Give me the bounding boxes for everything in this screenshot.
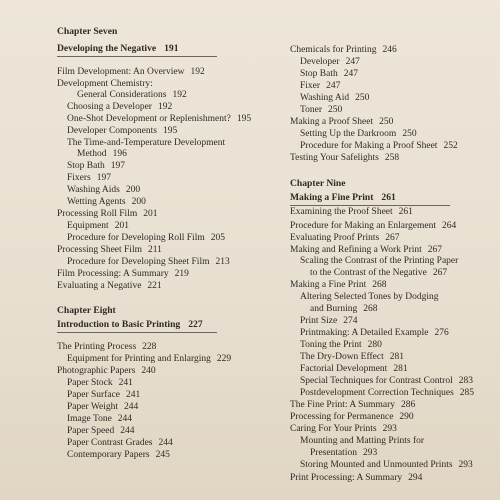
entry-title: Washing Aid	[300, 93, 350, 103]
toc-entry	[67, 185, 140, 196]
toc-entry	[67, 126, 177, 137]
entry-title: Printmaking: A Detailed Example	[300, 328, 429, 338]
entry-title: The Fine Print: A Summary	[290, 400, 396, 410]
entry-title: Factorial Development	[300, 364, 388, 374]
toc-entry	[300, 352, 404, 363]
entry-title: Evaluating a Negative	[57, 281, 142, 291]
toc-entry	[67, 402, 138, 413]
entry-title: Special Techniques for Contrast Control	[300, 376, 453, 386]
toc-entry	[300, 376, 473, 387]
page-number: 267	[427, 245, 443, 255]
toc-entry	[57, 269, 189, 280]
entry-title: Chapter Eight	[57, 305, 116, 316]
toc-entry	[310, 268, 447, 279]
entry-title: Chapter Seven	[57, 26, 118, 37]
chapter-divider	[57, 332, 217, 333]
chapter-label	[57, 26, 117, 37]
entry-title: Paper Surface	[67, 390, 121, 400]
entry-title: Film Development: An Overview	[57, 67, 185, 77]
entry-title: Paper Stock	[67, 378, 113, 388]
entry-title: The Dry-Down Effect	[300, 352, 384, 362]
entry-title: to the Contrast of the Negative	[310, 268, 427, 278]
toc-entry	[300, 316, 357, 327]
entry-title: Photographic Papers	[57, 366, 136, 376]
page-number: 197	[96, 173, 111, 183]
entry-title: Processing Roll Film	[57, 209, 138, 219]
toc-entry	[57, 67, 205, 78]
toc-entry	[300, 256, 458, 267]
entry-title: Procedure for Making an Enlargement	[290, 221, 436, 231]
toc-entry	[290, 221, 456, 232]
chapter-label	[290, 178, 346, 189]
page-number: 293	[458, 460, 473, 470]
page-number: 192	[157, 102, 173, 112]
chapter-label	[57, 305, 116, 316]
chapter-divider	[57, 56, 217, 57]
entry-title: Choosing a Developer	[67, 102, 152, 112]
entry-title: Scaling the Contrast of the Printing Paper	[300, 256, 459, 266]
toc-entry	[77, 149, 127, 160]
page-number: 268	[372, 280, 387, 290]
page-number: 241	[118, 378, 133, 388]
page-number: 196	[112, 149, 127, 159]
toc-entry	[67, 138, 225, 149]
entry-title: and Burning	[310, 304, 358, 314]
entry-title: Caring For Your Prints	[290, 424, 377, 434]
page-number: 274	[343, 316, 358, 326]
entry-title: Processing Sheet Film	[57, 245, 142, 255]
page-number: 293	[382, 424, 397, 434]
entry-title: Equipment	[67, 221, 109, 231]
entry-title: Developer	[300, 57, 340, 67]
entry-title: Making a Fine Print	[290, 192, 374, 203]
entry-title: Postdevelopment Correction Techniques	[300, 388, 454, 398]
page-number: 219	[174, 269, 189, 279]
entry-title: Equipment for Printing and Enlarging	[67, 354, 211, 364]
toc-entry	[57, 209, 157, 220]
page-number: 245	[155, 450, 170, 460]
toc-entry	[300, 141, 458, 152]
toc-entry	[310, 448, 377, 459]
page-number: 228	[142, 342, 157, 352]
entry-title: Film Processing: A Summary	[57, 269, 169, 279]
toc-entry	[57, 281, 162, 292]
entry-title: Method	[77, 149, 107, 159]
entry-title: Making and Refining a Work Print	[290, 245, 422, 255]
page-number: 290	[399, 412, 414, 422]
page-number: 285	[459, 388, 475, 398]
page-number: 192	[172, 90, 187, 100]
entry-title: Fixers	[67, 173, 91, 183]
toc-entry	[290, 233, 399, 244]
toc-entry	[300, 328, 449, 339]
page-number: 286	[401, 400, 416, 410]
page-number: 244	[158, 438, 173, 448]
page-number: 244	[120, 426, 135, 436]
entry-title: Making a Fine Print	[290, 280, 367, 290]
toc-entry	[290, 280, 387, 291]
entry-title: Development Chemistry:	[57, 79, 153, 89]
toc-entry	[67, 161, 125, 172]
toc-entry	[300, 364, 408, 375]
toc-entry	[300, 93, 369, 104]
page-number: 195	[236, 114, 252, 124]
entry-title: Altering Selected Tones by Dodging	[300, 292, 439, 302]
toc-entry	[310, 304, 377, 315]
toc-entry	[57, 342, 156, 353]
chapter-title	[290, 192, 396, 203]
entry-title: Procedure for Developing Sheet Film	[67, 257, 210, 267]
toc-entry	[300, 340, 382, 351]
entry-title: Developing the Negative	[57, 43, 157, 54]
chapter-title	[57, 43, 179, 54]
toc-entry	[300, 460, 473, 471]
toc-entry	[290, 45, 397, 56]
entry-title: Contemporary Papers	[67, 450, 150, 460]
entry-title: Fixer	[300, 81, 321, 91]
page-number: 213	[215, 257, 230, 267]
page-number: 283	[458, 376, 473, 386]
toc-entry	[290, 473, 422, 484]
entry-title: Paper Contrast Grades	[67, 438, 153, 448]
toc-entry	[67, 426, 134, 437]
page-number: 247	[343, 69, 358, 79]
toc-entry	[67, 414, 132, 425]
page-number: 205	[210, 233, 225, 243]
toc-entry	[300, 81, 340, 92]
page-number: 267	[432, 268, 448, 278]
toc-entry	[290, 153, 399, 164]
page-number: 211	[147, 245, 162, 255]
page-number: 244	[117, 414, 133, 424]
page-number: 247	[326, 81, 341, 91]
entry-title: Print Size	[300, 316, 338, 326]
entry-title: Chapter Nine	[290, 178, 346, 189]
toc-entry	[77, 90, 187, 101]
chapter-divider	[290, 205, 450, 206]
page-number: 191	[164, 43, 179, 54]
toc-entry	[290, 207, 413, 218]
entry-title: Print Processing: A Summary	[290, 473, 403, 483]
entry-title: General Considerations	[77, 90, 167, 100]
entry-title: Paper Speed	[67, 426, 115, 436]
page-number: 261	[398, 207, 413, 217]
entry-title: Stop Bath	[300, 69, 338, 79]
toc-entry	[290, 424, 397, 435]
entry-title: The Time-and-Temperature Development	[67, 138, 226, 148]
entry-title: Image Tone	[67, 414, 112, 424]
entry-title: Processing for Permanence	[290, 412, 394, 422]
page-number: 264	[441, 221, 457, 231]
toc-entry	[300, 57, 360, 68]
page-number: 261	[381, 192, 396, 203]
page-number: 197	[110, 161, 125, 171]
entry-title: Washing Aids	[67, 185, 120, 195]
chapter-title	[57, 319, 203, 330]
toc-entry	[300, 292, 438, 303]
toc-entry	[57, 79, 153, 90]
toc-entry	[67, 438, 173, 449]
page-number: 200	[125, 185, 141, 195]
toc-entry	[290, 412, 414, 423]
page-number: 280	[367, 340, 382, 350]
entry-title: Procedure for Developing Roll Film	[67, 233, 205, 243]
page-number: 258	[384, 153, 400, 163]
entry-title: Procedure for Making a Proof Sheet	[300, 141, 438, 151]
entry-title: Presentation	[310, 448, 357, 458]
toc-entry	[67, 221, 129, 232]
page-number: 268	[363, 304, 378, 314]
toc-entry	[67, 233, 225, 244]
page-number: 192	[190, 67, 205, 77]
entry-title: Paper Weight	[67, 402, 119, 412]
entry-title: Mounting and Matting Prints for	[300, 436, 425, 446]
toc-entry	[300, 129, 417, 140]
entry-title: Making a Proof Sheet	[290, 117, 374, 127]
page-number: 267	[385, 233, 400, 243]
toc-entry	[290, 117, 393, 128]
page-number: 229	[216, 354, 232, 364]
toc-entry	[300, 388, 474, 399]
entry-title: Toner	[300, 105, 323, 115]
page-number: 246	[382, 45, 397, 55]
toc-entry	[300, 436, 424, 447]
entry-title: The Printing Process	[57, 342, 137, 352]
page-number: 221	[147, 281, 162, 291]
toc-entry	[67, 114, 251, 125]
entry-title: Wetting Agents	[67, 197, 126, 207]
page-number: 250	[379, 117, 394, 127]
page-number: 250	[355, 93, 370, 103]
toc-entry	[300, 69, 358, 80]
entry-title: Chemicals for Printing	[290, 45, 377, 55]
toc-entry	[67, 102, 172, 113]
toc-entry	[67, 173, 111, 184]
entry-title: Toning the Print	[300, 340, 362, 350]
entry-title: Testing Your Safelights	[290, 153, 379, 163]
toc-entry	[67, 257, 230, 268]
entry-title: Examining the Proof Sheet	[290, 207, 393, 217]
page-number: 200	[131, 197, 146, 207]
toc-entry	[67, 390, 140, 401]
page-number: 294	[408, 473, 423, 483]
toc-entry	[290, 400, 415, 411]
entry-title: Developer Components	[67, 126, 157, 136]
page-number: 227	[188, 319, 203, 330]
entry-title: Stop Bath	[67, 161, 105, 171]
toc-entry	[57, 245, 162, 256]
entry-title: One-Shot Development or Replenishment?	[67, 114, 231, 124]
toc-entry	[57, 366, 156, 377]
entry-title: Introduction to Basic Printing	[57, 319, 181, 330]
page-number: 201	[143, 209, 158, 219]
page-number: 240	[141, 366, 156, 376]
toc-entry	[67, 450, 170, 461]
toc-entry	[67, 354, 231, 365]
page-number: 276	[434, 328, 449, 338]
entry-title: Evaluating Proof Prints	[290, 233, 380, 243]
page-number: 281	[389, 352, 404, 362]
entry-title: Storing Mounted and Unmounted Prints	[300, 460, 453, 470]
page-number: 244	[124, 402, 139, 412]
page-number: 201	[114, 221, 129, 231]
page-number: 293	[362, 448, 378, 458]
page-number: 250	[402, 129, 417, 139]
page-number: 195	[162, 126, 178, 136]
page-number: 250	[328, 105, 343, 115]
entry-title: Setting Up the Darkroom	[300, 129, 397, 139]
toc-entry	[67, 197, 146, 208]
page-number: 241	[126, 390, 141, 400]
toc-entry	[67, 378, 133, 389]
page-number: 281	[393, 364, 408, 374]
page-number: 247	[345, 57, 360, 67]
page-number: 252	[443, 141, 458, 151]
toc-entry	[300, 105, 342, 116]
toc-entry	[290, 245, 442, 256]
